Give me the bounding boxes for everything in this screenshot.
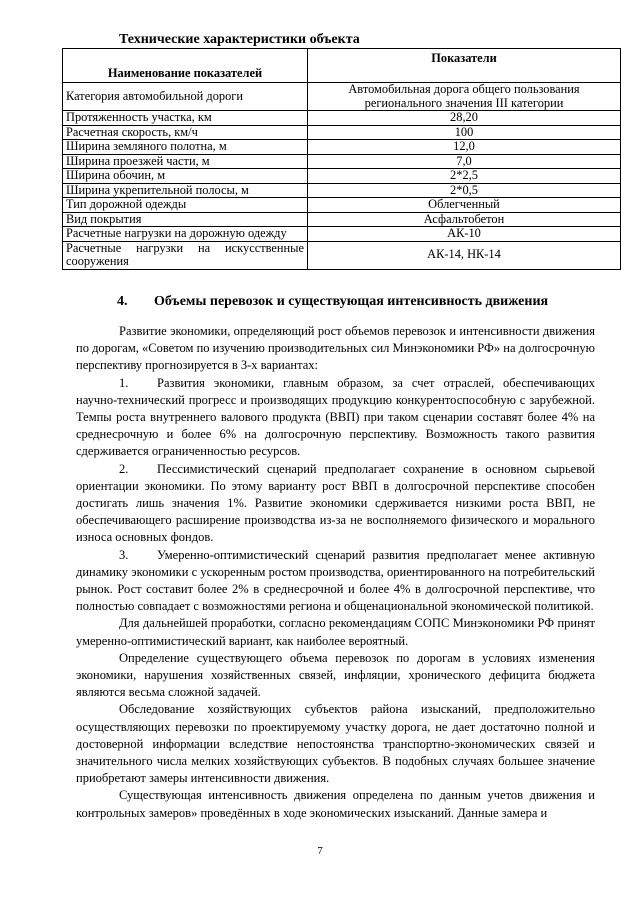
paragraph: Существующая интенсивность движения определена по данным учетов движения и контрольных замеров» проведённых в ходе экономических изысканий. Данные замера и — [76, 788, 595, 820]
page-number: 7 — [317, 845, 323, 857]
row-name-cell: Ширина укрепительной полосы, м — [63, 183, 308, 198]
row-value-cell: 100 — [308, 125, 621, 140]
row-name-cell: Категория автомобильной дороги — [63, 83, 308, 111]
row-value-cell: 12,0 — [308, 140, 621, 155]
list-item — [76, 461, 595, 547]
table-title: Технические характеристики объекта — [119, 32, 360, 47]
row-value-cell: Облегченный — [308, 198, 621, 213]
table-row — [63, 169, 621, 184]
section-number: 4. — [117, 294, 128, 309]
row-name-cell: Ширина проезжей части, м — [63, 154, 308, 169]
row-name-cell: Ширина земляного полотна, м — [63, 140, 308, 155]
row-value-cell: Асфальтобетон — [308, 212, 621, 227]
row-name-cell: Расчетные нагрузки на дорожную одежду — [63, 227, 308, 242]
table-row — [63, 212, 621, 227]
table-row — [63, 154, 621, 169]
table-header-row — [63, 49, 621, 83]
row-name-cell: Расчетные нагрузки на искусственные сооружения — [63, 241, 308, 269]
paragraph: Обследование хозяйствующих субъектов района изысканий, предположительно осуществляющих перевозки по проектируемому участку дорога, не дает достаточно полной и достоверной информации вследствие непостоянства транспортно-экономических связей и значительного числа мелких хозяйствующих субъектов. В подобных случаях большее значение приобретают замеры интенсивности движения. — [76, 702, 595, 786]
header-value-cell: Показатели — [308, 49, 621, 83]
table-row — [63, 227, 621, 242]
table-row — [63, 198, 621, 213]
row-value-cell: 7,0 — [308, 154, 621, 169]
header-name-cell: Наименование показателей — [63, 49, 308, 83]
section-heading — [117, 293, 548, 311]
table-row — [63, 183, 621, 198]
table-row — [63, 111, 621, 126]
section-title-text: Объемы перевозок и существующая интенсивность движения — [154, 294, 549, 309]
row-value-cell: Автомобильная дорога общего пользования регионального значения III категории — [308, 83, 621, 111]
row-value-cell: АК-14, НК-14 — [308, 241, 621, 269]
row-name-cell: Тип дорожной одежды — [63, 198, 308, 213]
row-value-cell: 28,20 — [308, 111, 621, 126]
table-row — [63, 140, 621, 155]
row-name-cell: Протяженность участка, км — [63, 111, 308, 126]
paragraph: Для дальнейшей проработки, согласно рекомендациям СОПС Минэкономики РФ принят умеренно-оптимистический вариант, как наиболее вероятный. — [76, 616, 595, 648]
paragraph: Развитие экономики, определяющий рост объемов перевозок и интенсивности движения по дорогам, «Советом по изучению производительных сил Минэкономики РФ» на долгосрочную перспективу прогнозируется в 3-х вариантах: — [76, 324, 595, 373]
list-item — [76, 375, 595, 461]
specifications-table — [62, 48, 621, 270]
table-row — [63, 241, 621, 269]
paragraph: Определение существующего объема перевозок по дорогам в условиях изменения экономики, нарушения хозяйственных связей, инфляции, хронического дефицита бюджета являются весьма сложной задачей. — [76, 650, 595, 700]
list-item-text: Пессимистический сценарий предполагает сохранение в основном сырьевой ориентации экономики. По этому варианту рост ВВП в долгосрочной перспективе способен достигать лишь значения 1%. Развитие экономики сдерживается низкими роста ВВП, не обеспечивающего расширение производства из-за не восполняемого физического и морального износа основных фондов. — [76, 461, 595, 545]
list-item-text: Умеренно-оптимистический сценарий развития предполагает менее активную динамику экономики с ускоренным ростом производства, ориентированного на потребительский рынок. Рост составит более 2% в среднесрочной и более 4% в долгосрочной перспективе, что полностью совпадает с возможностями региона и общенациональной экономической политикой. — [76, 547, 595, 614]
list-item-number: 3. — [119, 547, 129, 562]
row-value-cell: АК-10 — [308, 227, 621, 242]
table-row — [63, 83, 621, 111]
row-value-cell: 2*0,5 — [308, 183, 621, 198]
list-item-number: 1. — [119, 375, 129, 390]
table-row — [63, 125, 621, 140]
row-name-cell: Вид покрытия — [63, 212, 308, 227]
list-item-number: 2. — [119, 461, 129, 476]
list-item-text: Развития экономики, главным образом, за счет отраслей, обеспечивающих научно-технический прогресс и производящих продукцию конкурентоспособную с зарубежной. Темпы роста внутреннего валового продукта (ВВП) при таком сценарии составят более 4% на среднесрочную и более 6% на долгосрочную перспективу. Возможность такого развития сдерживается ограниченностью ресурсов. — [76, 375, 595, 459]
row-value-cell: 2*2,5 — [308, 169, 621, 184]
row-name-cell: Расчетная скорость, км/ч — [63, 125, 308, 140]
section-body — [76, 323, 595, 822]
row-name-cell: Ширина обочин, м — [63, 169, 308, 184]
list-item — [76, 547, 595, 616]
